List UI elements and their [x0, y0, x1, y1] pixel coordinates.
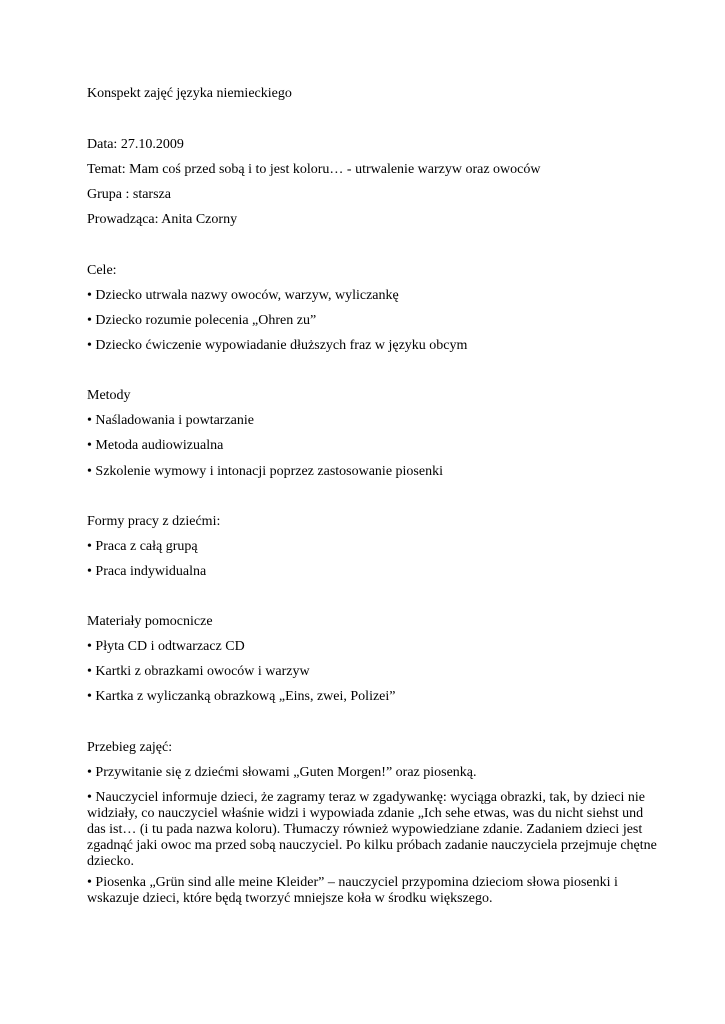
course-item-guessing-game	[87, 790, 657, 870]
paragraph-line: • Nauczyciel informuje dzieci, że zagramy teraz w zgadywankę: wyciąga obrazki, tak, by dzieci nie	[87, 790, 646, 805]
topic-line: Temat: Mam coś przed sobą i to jest koloru… - utrwalenie warzyw oraz owoców	[87, 162, 541, 177]
paragraph-line: widziały, co nauczyciel właśnie widzi i wypowiada zdanie „Ich sehe etwas, was du nicht siehst und	[87, 806, 644, 821]
document-title: Konspekt zajęć języka niemieckiego	[87, 86, 292, 101]
forms-item: • Praca indywidualna	[87, 564, 207, 579]
goals-item: • Dziecko rozumie polecenia „Ohren zu”	[87, 313, 317, 328]
goals-heading: Cele:	[87, 263, 117, 278]
teacher-line: Prowadząca: Anita Czorny	[87, 212, 238, 227]
goals-item: • Dziecko utrwala nazwy owoców, warzyw, wyliczankę	[87, 288, 399, 303]
paragraph-line: das ist… (i tu pada nazwa koloru). Tłumaczy również wypowiedziane zdanie. Zadaniem dzieci jest	[87, 822, 643, 837]
course-item-greeting: • Przywitanie się z dziećmi słowami „Guten Morgen!” oraz piosenką.	[87, 765, 477, 780]
paragraph-line: wskazuje dzieci, które będą tworzyć mniejsze koła w środku większego.	[87, 891, 493, 906]
paragraph-line: dziecko.	[87, 854, 135, 869]
course-heading: Przebieg zajęć:	[87, 740, 173, 755]
materials-heading: Materiały pomocnicze	[87, 614, 213, 629]
methods-item: • Naśladowania i powtarzanie	[87, 413, 255, 428]
methods-item: • Metoda audiowizualna	[87, 438, 224, 453]
goals-item: • Dziecko ćwiczenie wypowiadanie dłuższych fraz w języku obcym	[87, 338, 468, 353]
date-line: Data: 27.10.2009	[87, 137, 184, 152]
forms-heading: Formy pracy z dziećmi:	[87, 514, 221, 529]
methods-heading: Metody	[87, 388, 131, 403]
forms-item: • Praca z całą grupą	[87, 539, 198, 554]
paragraph-line: • Piosenka „Grün sind alle meine Kleider” – nauczyciel przypomina dzieciom słowa piosenki i	[87, 875, 618, 890]
methods-item: • Szkolenie wymowy i intonacji poprzez zastosowanie piosenki	[87, 464, 443, 479]
materials-item: • Kartka z wyliczanką obrazkową „Eins, zwei, Polizei”	[87, 689, 396, 704]
course-item-song	[87, 875, 642, 907]
materials-item: • Kartki z obrazkami owoców i warzyw	[87, 664, 310, 679]
group-line: Grupa : starsza	[87, 187, 171, 202]
materials-item: • Płyta CD i odtwarzacz CD	[87, 639, 245, 654]
paragraph-line: zgadnąć jaki owoc ma przed sobą nauczyciel. Po kilku próbach zadanie nauczyciela przejmuje chętne	[87, 838, 657, 853]
